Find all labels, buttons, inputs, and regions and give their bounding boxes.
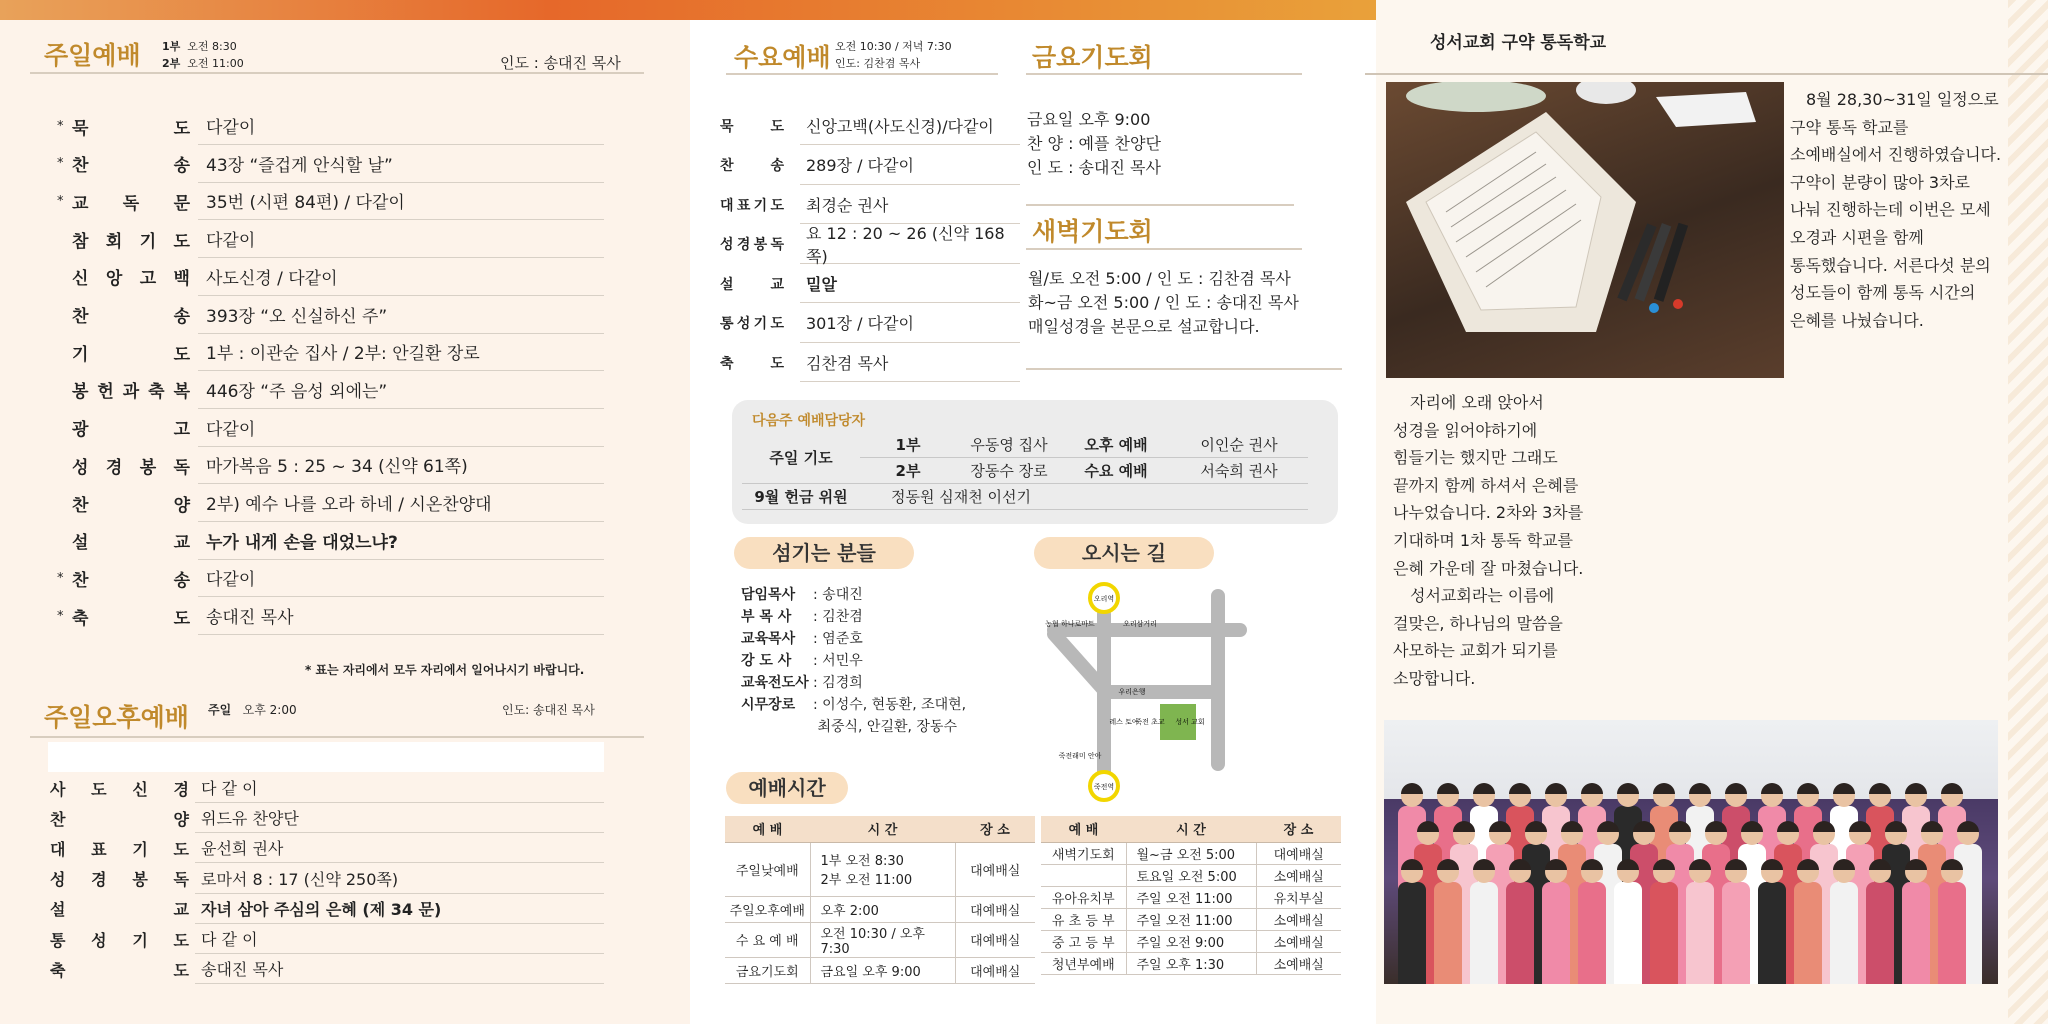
- paragraph-line: 성경을 읽어야하기에: [1393, 420, 1538, 440]
- worship-row-label: 찬 송: [72, 307, 190, 327]
- paragraph-line: 자리에 오래 앉아서: [1410, 393, 1544, 412]
- person-body: [1398, 882, 1426, 984]
- wednesday-row-value: 301장 / 다같이: [800, 304, 1020, 343]
- wednesday-row-value: 최경순 권사: [800, 185, 1020, 224]
- wednesday-row: [720, 304, 1020, 343]
- worship-row: [60, 446, 604, 484]
- wednesday-row: [720, 343, 1020, 382]
- table-row: [725, 922, 1035, 957]
- stand-marker: *: [57, 193, 64, 209]
- wednesday-row-label: 설 교: [720, 276, 784, 293]
- map-label: 오리삼거리: [1123, 620, 1157, 628]
- map-label: 레스 토아: [1109, 718, 1139, 726]
- worship-row-value: 43장 “즐겁게 안식할 날”: [198, 145, 604, 183]
- blank-row: [48, 742, 604, 772]
- table-row: [725, 957, 1035, 983]
- staff-row: [741, 650, 863, 672]
- table-header-row: [725, 816, 1035, 842]
- worship-row: [60, 220, 604, 258]
- person-body: [1650, 882, 1678, 984]
- friday-line-3: 인 도 : 송대진 목사: [1027, 158, 1161, 177]
- worship-row: [60, 296, 604, 334]
- staff-name: : 서민우: [813, 653, 863, 669]
- paragraph-line: 통독했습니다. 서른다섯 분의: [1790, 255, 1991, 275]
- person-hair: [1761, 783, 1783, 794]
- map-label: 죽전역: [1093, 783, 1115, 791]
- staff-row: [741, 584, 863, 606]
- staff-name: : 송대진: [813, 587, 863, 603]
- wednesday-row-label: 축 도: [720, 355, 784, 372]
- worship-row-label: 묵 도: [72, 118, 190, 139]
- pm-row-label: 사 도 신 경: [50, 779, 189, 799]
- wednesday-row-value: 요 12 : 20 ~ 26 (신약 168쪽): [800, 225, 1020, 264]
- worship-row: [57, 145, 604, 183]
- person-hair: [1617, 783, 1639, 794]
- dawn-line-2: 화~금 오전 5:00 / 인 도 : 송대진 목사: [1028, 293, 1299, 312]
- table-header: 예 배: [1041, 816, 1126, 842]
- wednesday-row-label: 찬 송: [720, 158, 784, 174]
- staff-role: 담임목사: [741, 587, 796, 603]
- person-body: [1722, 882, 1750, 984]
- wednesday-row: [720, 225, 1020, 264]
- divider: [1026, 204, 1294, 206]
- table-row: [1041, 886, 1341, 908]
- service-time: 1부 오전 8:30 2부 오전 11:00: [810, 842, 955, 896]
- wednesday-row-label: 묵 도: [720, 118, 784, 135]
- paragraph-line: 기대하며 1차 통독 학교를: [1393, 531, 1573, 550]
- wednesday-row-value: 신앙고백(사도신경)/다같이: [800, 106, 1020, 145]
- stand-marker: *: [57, 608, 64, 624]
- person-hair: [1689, 783, 1711, 794]
- worship-row: [57, 107, 604, 145]
- person-body: [1434, 882, 1462, 984]
- sunday-pm-title: 주일오후예배: [44, 703, 189, 732]
- staff-row: [741, 716, 957, 738]
- worship-row: [60, 333, 604, 371]
- staff-name: : 이성수, 현동환, 조대현,: [813, 697, 967, 713]
- sunday-times: 1부 오전 8:30 2부 오전 11:00: [162, 40, 244, 70]
- paragraph-line: 구약이 분량이 많아 3차로: [1790, 172, 1970, 192]
- service-place: 소예배실: [1256, 864, 1341, 886]
- pm-row: [50, 773, 604, 803]
- pm-row-value: 송대진 목사: [195, 954, 604, 984]
- times-table-right: [1041, 816, 1341, 975]
- table-row: [1041, 842, 1341, 864]
- staff-row: [741, 606, 863, 628]
- map-label: 오리역: [1093, 595, 1115, 603]
- service-time: 주일 오전 11:00: [1126, 908, 1256, 930]
- person-body: [1542, 882, 1570, 984]
- school-title: 성서교회 구약 통독학교: [1430, 33, 1607, 53]
- pm-row-label: 통 성 기 도: [50, 930, 189, 950]
- service-time: 오전 10:30 / 오후 7:30: [810, 922, 955, 957]
- person-hair: [1545, 783, 1567, 794]
- worship-row-value: 2부) 예수 나를 오라 하네 / 시온찬양대: [198, 484, 604, 522]
- map-label: 죽전 초교: [1135, 718, 1165, 726]
- paragraph-line: 성서교회라는 이름에: [1410, 586, 1555, 606]
- worship-row-label: 봉 헌 과 축 복: [72, 382, 190, 403]
- table-header: 시 간: [1126, 816, 1256, 842]
- paragraph-line: 8월 28,30~31일 일정으로: [1806, 90, 1999, 109]
- person-hair: [1869, 783, 1891, 794]
- second-service-label: 2부: [860, 458, 956, 484]
- worship-row-value: 마가복음 5 : 25 ~ 34 (신약 61쪽): [198, 446, 604, 484]
- paragraph-line: 걸맞은, 하나님의 말씀을: [1393, 613, 1563, 633]
- map-label: 농협 하나로마트: [1045, 620, 1095, 628]
- worship-row-label: 찬 송: [72, 156, 190, 177]
- wednesday-row-value: 김찬겸 목사: [800, 343, 1020, 382]
- service-time: 주일 오전 9:00: [1126, 930, 1256, 952]
- staff-title: 섬기는 분들: [734, 537, 914, 569]
- pm-row: [50, 924, 604, 954]
- stand-marker: *: [57, 118, 64, 134]
- bible-photo: [1386, 82, 1784, 378]
- paragraph-line: 은혜를 나눴습니다.: [1790, 310, 1924, 330]
- service-name: 새벽기도회: [1041, 842, 1126, 864]
- wednesday-row: [720, 146, 1020, 185]
- person-body: [1686, 882, 1714, 984]
- table-row: [725, 842, 1035, 896]
- wednesday-row-label: 대 표 기 도: [720, 197, 784, 214]
- wed-service-label: 수요 예배: [1062, 458, 1170, 484]
- table-header: 장 소: [955, 816, 1035, 842]
- staff-role: 부 목 사: [741, 609, 792, 625]
- service-time: 금요일 오후 9:00: [810, 957, 955, 983]
- pm-row-label: 대 표 기 도: [50, 839, 189, 859]
- group-photo: [1384, 720, 1998, 984]
- worship-row-value: 다같이: [198, 409, 604, 447]
- person-body: [1902, 882, 1930, 984]
- worship-row-label: 축 도: [72, 608, 190, 629]
- worship-row: [60, 522, 604, 560]
- table-row: [1041, 864, 1341, 886]
- staff-row: [741, 628, 863, 650]
- pm-row: [50, 803, 604, 833]
- staff-role: 교육목사: [741, 631, 796, 647]
- person-hair: [1581, 783, 1603, 794]
- worship-row-label: 찬 송: [72, 570, 190, 591]
- worship-row: [57, 182, 604, 220]
- person-hair: [1653, 783, 1675, 794]
- bible-photo-illustration: [1386, 82, 1784, 378]
- worship-row-label: 광 고: [72, 420, 190, 441]
- divider: [30, 72, 644, 74]
- times-table-left: [725, 816, 1035, 984]
- person-hair: [1473, 783, 1495, 794]
- prayer-label: 주일 기도: [742, 432, 860, 484]
- person-body: [1470, 882, 1498, 984]
- divider: [1026, 248, 1302, 250]
- map-title: 오시는 길: [1034, 537, 1214, 569]
- paragraph-line: 성도들이 함께 통독 시간의: [1790, 283, 1976, 303]
- service-place: 대예배실: [955, 922, 1035, 957]
- divider: [1026, 73, 1302, 75]
- paragraph-line: 나누었습니다. 2차와 3차를: [1393, 503, 1584, 523]
- offering-names: 정동원 심재천 이선기: [860, 484, 1062, 510]
- pm-row-value: 위드유 찬양단: [195, 803, 604, 833]
- worship-row-label: 신 앙 고 백: [72, 269, 190, 290]
- pm-row: [50, 954, 604, 984]
- worship-row-value: 사도신경 / 다같이: [198, 258, 604, 296]
- pm-service-label: 오후 예배: [1062, 432, 1170, 458]
- paragraph-line: 오경과 시편을 함께: [1790, 228, 1924, 247]
- wednesday-meta: 오전 10:30 / 저녁 7:30 인도: 김찬겸 목사: [835, 40, 952, 70]
- table-header: 장 소: [1256, 816, 1341, 842]
- worship-row: [57, 559, 604, 597]
- wednesday-row: [720, 264, 1020, 303]
- friday-line-1: 금요일 오후 9:00: [1027, 110, 1151, 129]
- worship-row-label: 설 교: [72, 533, 190, 554]
- table-header: 시 간: [810, 816, 955, 842]
- group-photo-illustration: [1384, 720, 1998, 984]
- service-name: [1041, 864, 1126, 886]
- person-body: [1578, 882, 1606, 984]
- person-body: [1614, 882, 1642, 984]
- directions-map: [1040, 574, 1260, 804]
- worship-row-label: 기 도: [72, 344, 190, 365]
- pm-row: [50, 894, 604, 924]
- top-color-bar: [0, 0, 1376, 20]
- service-name: 유아유치부: [1041, 886, 1126, 908]
- service-time: 주일 오전 11:00: [1126, 886, 1256, 908]
- person-hair: [1437, 783, 1459, 794]
- worship-row: [57, 597, 604, 635]
- service-name: 금요기도회: [725, 957, 810, 983]
- worship-row-value: 누가 내게 손을 대었느냐?: [198, 522, 604, 560]
- person-body: [1794, 882, 1822, 984]
- paragraph-line: 힘들기는 했지만 그래도: [1393, 448, 1558, 468]
- person-body: [1866, 882, 1894, 984]
- staff-role: 교육전도사: [741, 675, 809, 691]
- worship-row: [60, 484, 604, 522]
- worship-row-value: 1부 : 이관순 집사 / 2부: 안길환 장로: [198, 333, 604, 371]
- divider: [1026, 368, 1342, 370]
- divider: [30, 736, 644, 738]
- worship-row-value: 다같이: [198, 559, 604, 597]
- service-place: 유치부실: [1256, 886, 1341, 908]
- person-body: [1758, 882, 1786, 984]
- pm-row-label: 성 경 봉 독: [50, 870, 189, 890]
- pm-service-name: 이인순 권사: [1170, 432, 1308, 458]
- paragraph-line: 은혜 가운데 잘 마쳤습니다.: [1393, 558, 1584, 578]
- wednesday-row-value: 밀알: [800, 264, 1020, 303]
- wednesday-row-label: 통 성 기 도: [720, 316, 784, 332]
- friday-title: 금요기도회: [1032, 43, 1153, 72]
- map-label: 성서 교회: [1175, 718, 1205, 726]
- paragraph-line: 사모하는 교회가 되기를: [1393, 641, 1558, 661]
- next-week-title: 다음주 예배담당자: [752, 413, 866, 429]
- pm-row-value: 자녀 삼아 주심의 은혜 (제 34 문): [195, 894, 604, 924]
- staff-row: [741, 694, 966, 716]
- worship-row-value: 393장 “오 신실하신 주”: [198, 296, 604, 334]
- staff-row: [741, 672, 863, 694]
- service-place: 소예배실: [1256, 908, 1341, 930]
- worship-row-value: 다같이: [198, 107, 604, 145]
- pm-row-value: 다 같 이: [195, 924, 604, 954]
- table-row: [1041, 908, 1341, 930]
- staff-role: 시무장로: [741, 697, 796, 713]
- wednesday-row-value: 289장 / 다같이: [800, 146, 1020, 185]
- pm-row-label: 찬 양: [50, 809, 189, 829]
- stand-marker: *: [57, 156, 64, 172]
- paragraph-line: 나눠 진행하는데 이번은 모세: [1790, 200, 1991, 220]
- service-name: 청년부예배: [1041, 952, 1126, 974]
- staff-name: : 염준호: [813, 631, 863, 647]
- worship-row-label: 참 회 기 도: [72, 231, 190, 252]
- paragraph-line: 끝까지 함께 하셔서 은혜를: [1393, 475, 1579, 495]
- person-body: [1506, 882, 1534, 984]
- service-place: 대예배실: [955, 957, 1035, 983]
- dawn-title: 새벽기도회: [1032, 217, 1153, 246]
- sunday-pm-time: 주일 오후 2:00: [208, 703, 297, 717]
- worship-row: [60, 409, 604, 447]
- service-place: 대예배실: [1256, 842, 1341, 864]
- table-row: [1041, 930, 1341, 952]
- second-service-name: 장동수 장로: [956, 458, 1062, 484]
- pm-row-value: 로마서 8 : 17 (신약 250쪽): [195, 864, 604, 894]
- service-time: 월~금 오전 5:00: [1126, 842, 1256, 864]
- service-name: 수 요 예 배: [725, 922, 810, 957]
- worship-row-label: 찬 양: [72, 495, 190, 516]
- staff-name: : 김찬겸: [813, 609, 863, 625]
- worship-row-label: 교 독 문: [72, 193, 190, 214]
- dawn-line-1: 월/토 오전 5:00 / 인 도 : 김찬겸 목사: [1028, 269, 1291, 288]
- first-service-name: 우동영 집사: [956, 432, 1062, 458]
- stand-note: * 표는 자리에서 모두 자리에서 일어나시기 바랍니다.: [305, 663, 585, 677]
- sunday-title: 주일예배: [44, 41, 141, 70]
- first-service-label: 1부: [860, 432, 956, 458]
- sunday-pm-leader: 인도: 송대진 목사: [502, 703, 595, 717]
- person-hair: [1833, 783, 1855, 794]
- service-place: 대예배실: [955, 896, 1035, 922]
- worship-row-value: 다같이: [198, 220, 604, 258]
- staff-name: 최중식, 안길환, 장동수: [813, 719, 957, 735]
- staff-role: 강 도 사: [741, 653, 792, 669]
- person-hair: [1941, 783, 1963, 794]
- service-time: 주일 오후 1:30: [1126, 952, 1256, 974]
- times-title: 예배시간: [726, 772, 848, 804]
- wednesday-row: [720, 106, 1020, 145]
- service-name: 유 초 등 부: [1041, 908, 1126, 930]
- pm-row: [50, 864, 604, 894]
- worship-row-value: 446장 “주 음성 외에는”: [198, 371, 604, 409]
- paragraph-line: 소망합니다.: [1393, 669, 1476, 688]
- map-label: 죽전래미 안아: [1058, 752, 1102, 760]
- wednesday-row: [720, 185, 1020, 224]
- service-place: 대예배실: [955, 842, 1035, 896]
- person-hair: [1725, 783, 1747, 794]
- table-row: [725, 896, 1035, 922]
- pm-row-label: 설 교: [50, 900, 189, 920]
- service-time: 오후 2:00: [810, 896, 955, 922]
- service-place: 소예배실: [1256, 930, 1341, 952]
- divider: [726, 73, 998, 75]
- worship-row: [60, 371, 604, 409]
- worship-row-value: 35번 (시편 84편) / 다같이: [198, 182, 604, 220]
- divider: [1365, 73, 2048, 75]
- service-name: 주일오후예배: [725, 896, 810, 922]
- table-row: [1041, 952, 1341, 974]
- offering-label: 9월 헌금 위원: [742, 484, 860, 510]
- person-body: [1830, 882, 1858, 984]
- pm-row-value: 다 같 이: [195, 773, 604, 803]
- sunday-leader: 인도 : 송대진 목사: [500, 54, 621, 72]
- dawn-line-3: 매일성경을 본문으로 설교합니다.: [1028, 317, 1260, 336]
- paragraph-line: 소예배실에서 진행하였습니다.: [1790, 145, 2002, 165]
- person-hair: [1797, 783, 1819, 794]
- worship-row-label: 성 경 봉 독: [72, 457, 190, 478]
- stand-marker: *: [57, 570, 64, 586]
- wednesday-title: 수요예배: [734, 43, 831, 72]
- service-name: 중 고 등 부: [1041, 930, 1126, 952]
- wednesday-row-label: 성 경 봉 독: [720, 237, 784, 253]
- staff-name: : 김경희: [813, 675, 863, 691]
- paragraph-line: 구약 통독 학교를: [1790, 117, 1909, 137]
- map-label: 우리은행: [1118, 688, 1146, 696]
- wed-service-name: 서숙희 권사: [1170, 458, 1308, 484]
- worship-row-value: 송대진 목사: [198, 597, 604, 635]
- friday-line-2: 찬 양 : 예플 찬양단: [1027, 134, 1161, 153]
- service-name: 주일낮예배: [725, 842, 810, 896]
- empty-cell: [1062, 484, 1308, 510]
- person-hair: [1509, 783, 1531, 794]
- pm-row-value: 윤선희 권사: [195, 833, 604, 863]
- pm-row: [50, 833, 604, 863]
- worship-row: [60, 258, 604, 296]
- table-header-row: [1041, 816, 1341, 842]
- service-place: 소예배실: [1256, 952, 1341, 974]
- person-body: [1938, 882, 1966, 984]
- service-time: 토요일 오전 5:00: [1126, 864, 1256, 886]
- pm-row-label: 축 도: [50, 960, 189, 980]
- table-header: 예 배: [725, 816, 810, 842]
- person-hair: [1401, 783, 1423, 794]
- person-hair: [1905, 783, 1927, 794]
